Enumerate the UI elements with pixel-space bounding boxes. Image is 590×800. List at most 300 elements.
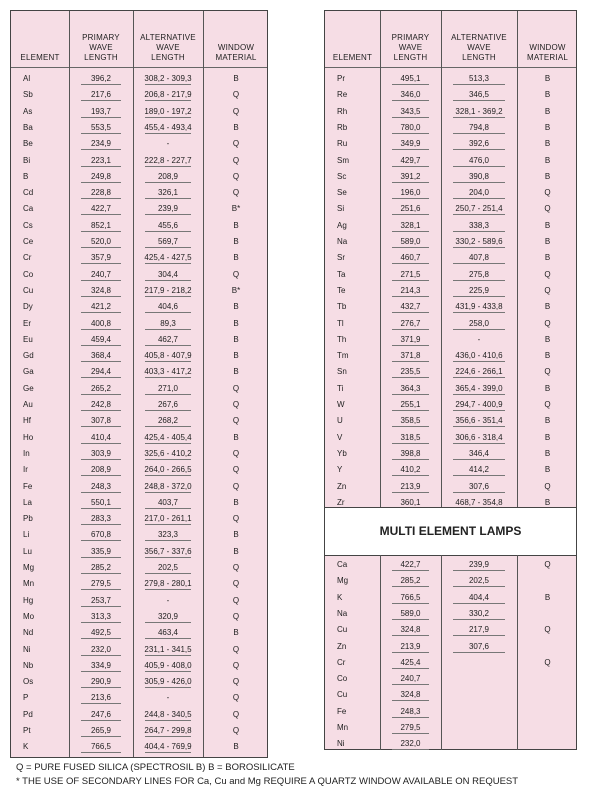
alternative-wavelength: 468,7 - 354,8 bbox=[455, 497, 503, 507]
primary-wavelength: 360,1 bbox=[400, 497, 421, 507]
element-symbol: Rh bbox=[337, 106, 348, 116]
element-symbol: Te bbox=[337, 285, 346, 295]
primary-wavelength: 232,0 bbox=[90, 644, 112, 654]
primary-wavelength: 283,3 bbox=[90, 514, 112, 524]
window-material: B bbox=[544, 351, 551, 361]
window-material: B bbox=[544, 592, 551, 602]
primary-wavelength: 193,7 bbox=[90, 106, 112, 116]
table-row bbox=[325, 267, 576, 283]
table-row bbox=[325, 446, 576, 462]
table-row bbox=[11, 723, 267, 739]
table-row bbox=[11, 185, 267, 201]
table-row bbox=[325, 87, 576, 103]
cell-underline bbox=[81, 687, 121, 688]
table-row bbox=[325, 413, 576, 429]
alternative-wavelength: 244,8 - 340,5 bbox=[144, 709, 192, 719]
primary-wavelength: 290,9 bbox=[90, 677, 112, 687]
alternative-wavelength: 206,8 - 217,9 bbox=[144, 90, 192, 100]
cell-underline bbox=[453, 652, 505, 653]
table-row bbox=[11, 690, 267, 706]
table-row bbox=[11, 707, 267, 723]
window-material: Q bbox=[544, 367, 551, 377]
window-material: B bbox=[544, 74, 551, 83]
element-symbol: Cu bbox=[23, 285, 34, 295]
alternative-wavelength: 208,9 bbox=[157, 171, 179, 181]
cell-underline bbox=[81, 133, 121, 134]
cell-underline bbox=[392, 166, 429, 167]
window-material: Q bbox=[232, 400, 240, 409]
cell-underline bbox=[81, 84, 121, 85]
cell-underline bbox=[81, 198, 121, 199]
cell-underline bbox=[81, 736, 121, 737]
alternative-wavelength: 222,8 - 227,7 bbox=[144, 155, 192, 165]
element-symbol: Sc bbox=[337, 171, 347, 181]
cell-underline bbox=[392, 280, 429, 281]
alternative-wavelength: 304,4 bbox=[157, 269, 179, 279]
window-material: B bbox=[544, 171, 551, 181]
alternative-wavelength: 275,8 bbox=[468, 269, 490, 279]
element-symbol: Pb bbox=[23, 514, 33, 524]
header-window-material-line: MATERIAL bbox=[215, 53, 257, 62]
cell-underline bbox=[453, 214, 505, 215]
cell-underline bbox=[453, 619, 505, 620]
alternative-wavelength: 330,2 bbox=[468, 608, 490, 618]
alternative-wavelength: 294,7 - 400,9 bbox=[455, 400, 503, 409]
window-material: B bbox=[544, 302, 551, 312]
window-material: B bbox=[544, 416, 551, 426]
element-symbol: Au bbox=[23, 400, 33, 409]
window-material: Q bbox=[232, 660, 240, 670]
element-symbol: Cr bbox=[23, 253, 32, 263]
element-symbol: Be bbox=[23, 139, 33, 149]
table-row bbox=[11, 153, 267, 169]
table-row bbox=[325, 120, 576, 136]
element-symbol: Mo bbox=[23, 611, 35, 621]
window-material: B bbox=[233, 253, 239, 263]
primary-wavelength: 248,3 bbox=[400, 706, 421, 716]
table-row bbox=[11, 234, 267, 250]
cell-underline bbox=[453, 149, 505, 150]
table-row bbox=[325, 234, 576, 250]
element-symbol: Cs bbox=[23, 220, 33, 230]
element-symbol: B bbox=[23, 171, 29, 181]
window-material: Q bbox=[232, 595, 240, 605]
table-row bbox=[325, 185, 576, 201]
table-row bbox=[11, 625, 267, 641]
header-alternative-wavelength-line: ALTERNATIVE bbox=[451, 33, 507, 42]
table-row bbox=[11, 511, 267, 527]
table-header bbox=[11, 11, 267, 68]
element-symbol: Ga bbox=[23, 367, 34, 377]
cell-underline bbox=[453, 475, 505, 476]
element-symbol: P bbox=[23, 693, 29, 703]
table-row bbox=[325, 332, 576, 348]
table-row bbox=[11, 397, 267, 413]
primary-wavelength: 346,0 bbox=[400, 90, 421, 100]
cell-underline bbox=[392, 296, 429, 297]
table-row bbox=[11, 642, 267, 658]
element-symbol: Na bbox=[337, 237, 348, 246]
alternative-wavelength: 204,0 bbox=[468, 188, 490, 198]
cell-underline bbox=[81, 443, 121, 444]
table-row bbox=[11, 218, 267, 234]
table-row bbox=[325, 573, 576, 589]
table-row bbox=[11, 332, 267, 348]
alternative-wavelength: 202,5 bbox=[157, 563, 179, 572]
primary-wavelength: 214,3 bbox=[400, 285, 421, 295]
table-row bbox=[11, 364, 267, 380]
primary-wavelength: 279,5 bbox=[400, 723, 421, 732]
primary-wavelength: 432,7 bbox=[400, 302, 421, 312]
element-symbol: Dy bbox=[23, 302, 33, 312]
alternative-wavelength: - bbox=[166, 139, 170, 149]
header-window-material-line: MATERIAL bbox=[526, 53, 568, 62]
element-symbol: Cu bbox=[337, 625, 348, 635]
cell-underline bbox=[453, 182, 505, 183]
window-material: Q bbox=[232, 644, 240, 654]
alternative-wavelength: 346,4 bbox=[468, 448, 490, 458]
cell-underline bbox=[81, 655, 121, 656]
primary-wavelength: 553,5 bbox=[90, 122, 112, 132]
alternative-wavelength: 425,4 - 427,5 bbox=[144, 253, 192, 263]
primary-wavelength: 368,4 bbox=[90, 351, 112, 361]
table-row bbox=[11, 593, 267, 609]
header-primary-wavelength-line: LENGTH bbox=[84, 53, 118, 62]
primary-wavelength: 223,1 bbox=[90, 155, 112, 165]
cell-underline bbox=[453, 603, 505, 604]
header-alternative-wavelength-line: WAVE bbox=[156, 43, 180, 52]
table-row bbox=[325, 606, 576, 622]
window-material: Q bbox=[544, 188, 551, 198]
element-symbol: Re bbox=[337, 90, 348, 100]
primary-wavelength: 364,3 bbox=[400, 383, 421, 393]
element-symbol: Co bbox=[23, 269, 34, 279]
element-symbol: V bbox=[337, 432, 343, 442]
primary-wavelength: 324,8 bbox=[400, 625, 421, 635]
element-symbol: As bbox=[23, 106, 33, 116]
window-material: Q bbox=[232, 383, 240, 393]
primary-wavelength: 313,3 bbox=[90, 611, 112, 621]
table-row bbox=[11, 674, 267, 690]
cell-underline bbox=[453, 296, 505, 297]
window-material: Q bbox=[544, 269, 551, 279]
primary-wavelength: 349,9 bbox=[400, 139, 421, 149]
primary-wavelength: 196,0 bbox=[400, 188, 421, 198]
window-material: B bbox=[544, 155, 551, 165]
cell-underline bbox=[392, 684, 429, 685]
element-symbol: Ni bbox=[23, 644, 31, 654]
element-symbol: Ti bbox=[337, 383, 344, 393]
primary-wavelength: 247,6 bbox=[90, 709, 112, 719]
window-material: Q bbox=[544, 204, 551, 214]
element-symbol: Bi bbox=[23, 155, 31, 165]
alternative-wavelength: 407,8 bbox=[468, 253, 490, 263]
cell-underline bbox=[392, 459, 429, 460]
window-material: Q bbox=[232, 611, 240, 621]
cell-underline bbox=[453, 459, 505, 460]
cell-underline bbox=[392, 231, 429, 232]
element-symbol: Pd bbox=[23, 709, 33, 719]
window-material: B* bbox=[231, 204, 241, 214]
table-row bbox=[325, 104, 576, 120]
window-material: B bbox=[544, 497, 551, 507]
cell-underline bbox=[145, 540, 191, 541]
cell-underline bbox=[81, 182, 121, 183]
window-material: B bbox=[544, 448, 551, 458]
primary-wavelength: 460,7 bbox=[400, 253, 421, 263]
element-symbol: Mg bbox=[23, 563, 35, 572]
table-row bbox=[11, 381, 267, 397]
cell-underline bbox=[453, 570, 505, 571]
window-material: B bbox=[233, 497, 239, 507]
primary-wavelength: 400,8 bbox=[90, 318, 112, 328]
cell-underline bbox=[145, 198, 191, 199]
cell-underline bbox=[392, 749, 429, 750]
header-alternative-wavelength-line: ALTERNATIVE bbox=[140, 33, 196, 42]
primary-wavelength: 459,4 bbox=[90, 334, 112, 344]
cell-underline bbox=[392, 198, 429, 199]
table-row bbox=[325, 381, 576, 397]
alternative-wavelength: 224,6 - 266,1 bbox=[455, 367, 503, 377]
table-row bbox=[11, 576, 267, 592]
element-symbol: Mg bbox=[337, 576, 349, 586]
alternative-wavelength: 325,6 - 410,2 bbox=[144, 448, 192, 458]
cell-underline bbox=[145, 622, 191, 623]
cell-underline bbox=[392, 214, 429, 215]
element-symbol: Mn bbox=[23, 579, 35, 589]
table-row bbox=[11, 527, 267, 543]
primary-wavelength: 217,6 bbox=[90, 90, 112, 100]
table-row bbox=[325, 590, 576, 606]
cell-underline bbox=[145, 117, 191, 118]
window-material: Q bbox=[544, 625, 551, 635]
table-row bbox=[325, 364, 576, 380]
alternative-wavelength: 346,5 bbox=[468, 90, 490, 100]
primary-wavelength: 240,7 bbox=[90, 269, 112, 279]
primary-wavelength: 253,7 bbox=[90, 595, 112, 605]
window-material: Q bbox=[232, 416, 240, 426]
element-symbol: Cr bbox=[337, 657, 346, 667]
right-element-table bbox=[324, 10, 577, 750]
window-material: Q bbox=[232, 693, 240, 703]
header-window-material-line: WINDOW bbox=[217, 43, 255, 52]
cell-underline bbox=[392, 182, 429, 183]
alternative-wavelength: 250,7 - 251,4 bbox=[455, 204, 503, 214]
table-row bbox=[11, 299, 267, 315]
alternative-wavelength: 328,1 - 369,2 bbox=[455, 106, 503, 116]
table-row bbox=[11, 413, 267, 429]
window-material: Q bbox=[232, 448, 240, 458]
cell-underline bbox=[392, 394, 429, 395]
cell-underline bbox=[81, 312, 121, 313]
cell-underline bbox=[392, 443, 429, 444]
header-primary-wavelength-line: WAVE bbox=[89, 43, 113, 52]
cell-underline bbox=[145, 296, 191, 297]
alternative-wavelength: 330,2 - 589,6 bbox=[455, 237, 503, 246]
cell-underline bbox=[145, 247, 191, 248]
element-symbol: Ba bbox=[23, 122, 33, 132]
primary-wavelength: 429,7 bbox=[400, 155, 421, 165]
cell-underline bbox=[392, 586, 429, 587]
header-alternative-wavelength-line: WAVE bbox=[467, 43, 491, 52]
table-row bbox=[325, 218, 576, 234]
cell-underline bbox=[145, 166, 191, 167]
element-symbol: Fe bbox=[23, 481, 33, 491]
window-material: B bbox=[544, 106, 551, 116]
cell-underline bbox=[145, 508, 191, 509]
element-symbol: Yb bbox=[337, 448, 347, 458]
element-symbol: K bbox=[23, 742, 29, 752]
table-row bbox=[11, 316, 267, 332]
window-material: B bbox=[544, 122, 551, 132]
element-symbol: Hf bbox=[23, 416, 31, 426]
cell-underline bbox=[453, 410, 505, 411]
cell-underline bbox=[145, 426, 191, 427]
cell-underline bbox=[453, 635, 505, 636]
alternative-wavelength: 455,6 bbox=[157, 220, 179, 230]
element-symbol: Tl bbox=[337, 318, 344, 328]
cell-underline bbox=[145, 459, 191, 460]
cell-underline bbox=[81, 166, 121, 167]
primary-wavelength: 240,7 bbox=[400, 674, 421, 684]
element-symbol: Se bbox=[337, 188, 347, 198]
window-material: B bbox=[233, 220, 239, 230]
cell-underline bbox=[392, 475, 429, 476]
header-element: ELEMENT bbox=[332, 53, 373, 62]
table-row bbox=[325, 201, 576, 217]
primary-wavelength: 265,9 bbox=[90, 726, 112, 735]
element-symbol: Ni bbox=[337, 739, 345, 749]
alternative-wavelength: 258,0 bbox=[468, 318, 490, 328]
alternative-wavelength: 338,3 bbox=[468, 220, 490, 230]
cell-underline bbox=[81, 720, 121, 721]
window-material: B* bbox=[231, 285, 241, 295]
element-symbol: Nb bbox=[23, 660, 34, 670]
header-alternative-wavelength-line: LENGTH bbox=[462, 53, 496, 62]
alternative-wavelength: 462,7 bbox=[157, 334, 179, 344]
element-symbol: Ca bbox=[23, 204, 34, 214]
alternative-wavelength: 356,7 - 337,6 bbox=[144, 546, 192, 556]
cell-underline bbox=[145, 638, 191, 639]
table-row bbox=[325, 736, 576, 752]
table-row bbox=[325, 153, 576, 169]
cell-underline bbox=[392, 668, 429, 669]
alternative-wavelength: 89,3 bbox=[160, 318, 176, 328]
cell-underline bbox=[453, 586, 505, 587]
cell-underline bbox=[392, 377, 429, 378]
element-symbol: Er bbox=[23, 318, 31, 328]
window-material: Q bbox=[232, 155, 240, 165]
cell-underline bbox=[392, 652, 429, 653]
cell-underline bbox=[392, 263, 429, 264]
primary-wavelength: 279,5 bbox=[90, 579, 112, 589]
table-row bbox=[11, 462, 267, 478]
alternative-wavelength: 431,9 - 433,8 bbox=[455, 302, 503, 312]
primary-wavelength: 410,2 bbox=[400, 465, 421, 475]
primary-wavelength: 670,8 bbox=[90, 530, 112, 540]
cell-underline bbox=[145, 231, 191, 232]
alternative-wavelength: 264,0 - 266,5 bbox=[144, 465, 192, 475]
primary-wavelength: 248,3 bbox=[90, 481, 112, 491]
multi-element-lamps-title: MULTI ELEMENT LAMPS bbox=[325, 507, 576, 556]
alternative-wavelength: 323,3 bbox=[157, 530, 179, 540]
primary-wavelength: 422,7 bbox=[400, 560, 421, 569]
primary-wavelength: 271,5 bbox=[400, 269, 421, 279]
table-row bbox=[11, 495, 267, 511]
window-material: B bbox=[233, 318, 239, 328]
window-material: Q bbox=[232, 514, 240, 524]
cell-underline bbox=[145, 84, 191, 85]
element-symbol: Rb bbox=[337, 122, 348, 132]
table-row bbox=[11, 104, 267, 120]
cell-underline bbox=[145, 100, 191, 101]
alternative-wavelength: 305,9 - 426,0 bbox=[144, 677, 192, 687]
primary-wavelength: 228,8 bbox=[90, 188, 112, 198]
primary-wavelength: 285,2 bbox=[400, 576, 421, 586]
primary-wavelength: 371,8 bbox=[400, 351, 421, 361]
table-row bbox=[11, 479, 267, 495]
element-symbol: Pt bbox=[23, 726, 31, 735]
element-symbol: Zn bbox=[337, 641, 347, 651]
alternative-wavelength: 326,1 bbox=[157, 188, 179, 198]
primary-wavelength: 232,0 bbox=[400, 739, 421, 749]
cell-underline bbox=[392, 603, 429, 604]
cell-underline bbox=[453, 394, 505, 395]
primary-wavelength: 213,9 bbox=[400, 641, 421, 651]
cell-underline bbox=[392, 700, 429, 701]
element-symbol: Sb bbox=[23, 90, 33, 100]
alternative-wavelength: 405,8 - 407,9 bbox=[144, 351, 192, 361]
element-symbol: Ag bbox=[337, 220, 347, 230]
primary-wavelength: 285,2 bbox=[90, 563, 112, 572]
primary-wavelength: 520,0 bbox=[90, 237, 112, 246]
cell-underline bbox=[81, 329, 121, 330]
cell-underline bbox=[453, 312, 505, 313]
cell-underline bbox=[453, 443, 505, 444]
header-primary-wavelength bbox=[69, 33, 133, 63]
window-material: B bbox=[544, 432, 551, 442]
table-row bbox=[325, 71, 576, 87]
primary-wavelength: 213,9 bbox=[400, 481, 421, 491]
alternative-wavelength: 217,0 - 261,1 bbox=[144, 514, 192, 524]
cell-underline bbox=[81, 345, 121, 346]
primary-wavelength: 343,5 bbox=[400, 106, 421, 116]
alternative-wavelength: 264,7 - 299,8 bbox=[144, 726, 192, 735]
element-symbol: Zn bbox=[337, 481, 347, 491]
primary-wavelength: 249,8 bbox=[90, 171, 112, 181]
alternative-wavelength: 271,0 bbox=[157, 383, 179, 393]
window-material: Q bbox=[232, 188, 240, 198]
primary-wavelength: 324,8 bbox=[90, 285, 112, 295]
window-material: Q bbox=[232, 709, 240, 719]
element-symbol: Sr bbox=[337, 253, 345, 263]
element-symbol: Tb bbox=[337, 302, 347, 312]
table-header bbox=[325, 11, 576, 68]
primary-wavelength: 294,4 bbox=[90, 367, 112, 377]
alternative-wavelength: 320,9 bbox=[157, 611, 179, 621]
alternative-wavelength: - bbox=[477, 334, 481, 344]
window-material: B bbox=[544, 237, 551, 246]
element-symbol: Co bbox=[337, 674, 348, 684]
primary-wavelength: 766,5 bbox=[400, 592, 421, 602]
alternative-wavelength: 365,4 - 399,0 bbox=[455, 383, 503, 393]
cell-underline bbox=[145, 557, 191, 558]
primary-wavelength: 234,9 bbox=[90, 139, 112, 149]
cell-underline bbox=[145, 263, 191, 264]
cell-underline bbox=[145, 133, 191, 134]
alternative-wavelength: 404,4 bbox=[468, 592, 490, 602]
alternative-wavelength: 390,8 bbox=[468, 171, 490, 181]
